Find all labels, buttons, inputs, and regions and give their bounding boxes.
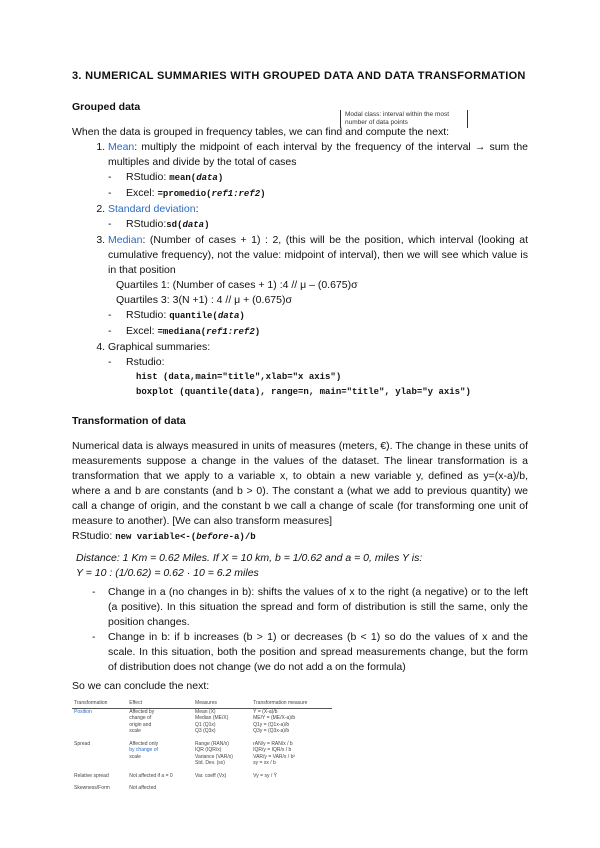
table-header: Transformation <box>72 700 127 708</box>
grouped-intro: When the data is grouped in frequency tables, we can find and compute the next: <box>72 126 450 138</box>
mean-rstudio: - RStudio: mean(data) <box>108 170 528 186</box>
page-title: 3. NUMERICAL SUMMARIES WITH GROUPED DATA AND DATA TRANSFORMATION <box>72 70 526 82</box>
list-item-mean <box>108 140 528 202</box>
table-row: Position Affected by Mean (X̄) Ȳ = (X̄-a)/b <box>74 708 278 715</box>
summary-table <box>72 700 332 792</box>
table-row: Skewness/Form Not affected <box>74 785 157 791</box>
mean-desc: : multiply the midpoint of each interval by the frequency of the interval → sum the multiples and divide by the total of cases <box>108 141 528 168</box>
table-row: scale Q3 (Q3x) Q3y = (Q3x-a)/b <box>129 728 290 734</box>
median-excel: - Excel: =mediana(ref1:ref2) <box>108 324 528 340</box>
bullet-change-b: - Change in b: if b increases (b > 1) or decreases (b < 1) so do the values of x and the scale. In this situation, both the position and spread measurements change, but the form of distribution does not change (we do not add a on the formula) <box>92 630 528 675</box>
graph-rstudio: - Rstudio: <box>108 355 528 370</box>
mean-excel: - Excel: =promedio(ref1:ref2) <box>108 186 528 202</box>
transform-bullets <box>72 585 528 675</box>
section-heading-transform: Transformation of data <box>72 415 186 427</box>
table-row: Relative spread Not affected if a = 0 Var. coeff (Vx) Vy = sy / Ȳ <box>74 772 277 779</box>
transform-rstudio: RStudio: new variable<-(before-a)/b <box>72 530 256 542</box>
table-row: by change of IQR (IQR/x) IQR/y = IQR/x / b <box>129 747 292 753</box>
mean-term: Mean <box>108 141 135 153</box>
grouped-list <box>72 140 528 400</box>
table-header: Effect <box>127 700 193 708</box>
table-row: scale Variance (VAR/x) VAR/y = VAR/x / b² <box>129 753 296 760</box>
modal-class-note: Modal class: interval within the most number of data points <box>340 110 468 128</box>
list-item-median <box>108 233 528 340</box>
section-heading-grouped: Grouped data <box>72 101 141 113</box>
conclusion-text: So we can conclude the next: <box>72 680 210 692</box>
example-block: Distance: 1 Km = 0.62 Miles. If X = 10 km, b = 1/0.62 and a = 0, miles Y is: Y = 10 : (1/0.62) = 0.62 · 10 = 6.2 miles <box>76 552 423 579</box>
table-row: change of Median (ME/X) ME/Y = (ME/X-a)/b <box>129 715 296 721</box>
table-header: Transformation measure <box>251 700 332 708</box>
document-page <box>72 68 528 694</box>
sd-rstudio: - RStudio:sd(data) <box>108 217 528 233</box>
table-header: Measures <box>193 700 251 708</box>
median-term: Median <box>108 234 143 246</box>
code-hist: hist (data,main="title",xlab="x axis") <box>136 372 342 382</box>
table-row: Std. Dev. (sx) sy = sx / b <box>195 760 276 766</box>
list-item-sd: 2. Standard deviation: - RStudio:sd(data) <box>108 202 528 233</box>
table-row: Spread Affected only Range (RAN/x) rAN/y = RAN/x / b <box>74 740 293 747</box>
bullet-change-a: - Change in a (no changes in b): shifts the values of x to the right (a negative) or to the left (a positive). In this situation the spread and form of distribution is still the same, only the position changes. <box>92 585 528 630</box>
quartile-3: Quartiles 3: 3(N +1) : 4 // μ + (0.675)σ <box>116 294 292 306</box>
median-desc: : (Number of cases + 1) : 2, (this will be the position, which interval (looking at cumulative frequency), not the value: midpoint of interval), then we will see which value is in that position <box>108 234 528 276</box>
transform-paragraph: Numerical data is always measured in units of measures (meters, €). The change in these units of measurements suppose a change in the values of the dataset. The linear transformation is a transformation that we apply to a variable x, to obtain a new variable y, defined as y=(x-a)/b, where a and b are constants (and b > 0). The constant a (what we add to previous quantity) we call a change of origin, and the constant b we call a change of scale (for transforming one unit of measure to another). [We can also transform measures] <box>72 440 528 527</box>
median-rstudio: - RStudio: quantile(data) <box>108 308 528 324</box>
quartile-1: Quartiles 1: (Number of cases + 1) :4 // μ – (0.675)σ <box>116 279 358 291</box>
code-boxplot: boxplot (quantile(data), range=n, main="title", ylab="y axis") <box>136 387 471 397</box>
list-item-graphical: 4. Graphical summaries: - Rstudio: hist (data,main="title",xlab="x axis") boxplot (quantile(data), range=n, main="title", ylab="y axis") <box>108 340 528 400</box>
sd-term: Standard deviation <box>108 203 196 215</box>
table-row: origin and Q1 (Q1x) Q1y = (Q1x-a)/b <box>129 721 290 728</box>
